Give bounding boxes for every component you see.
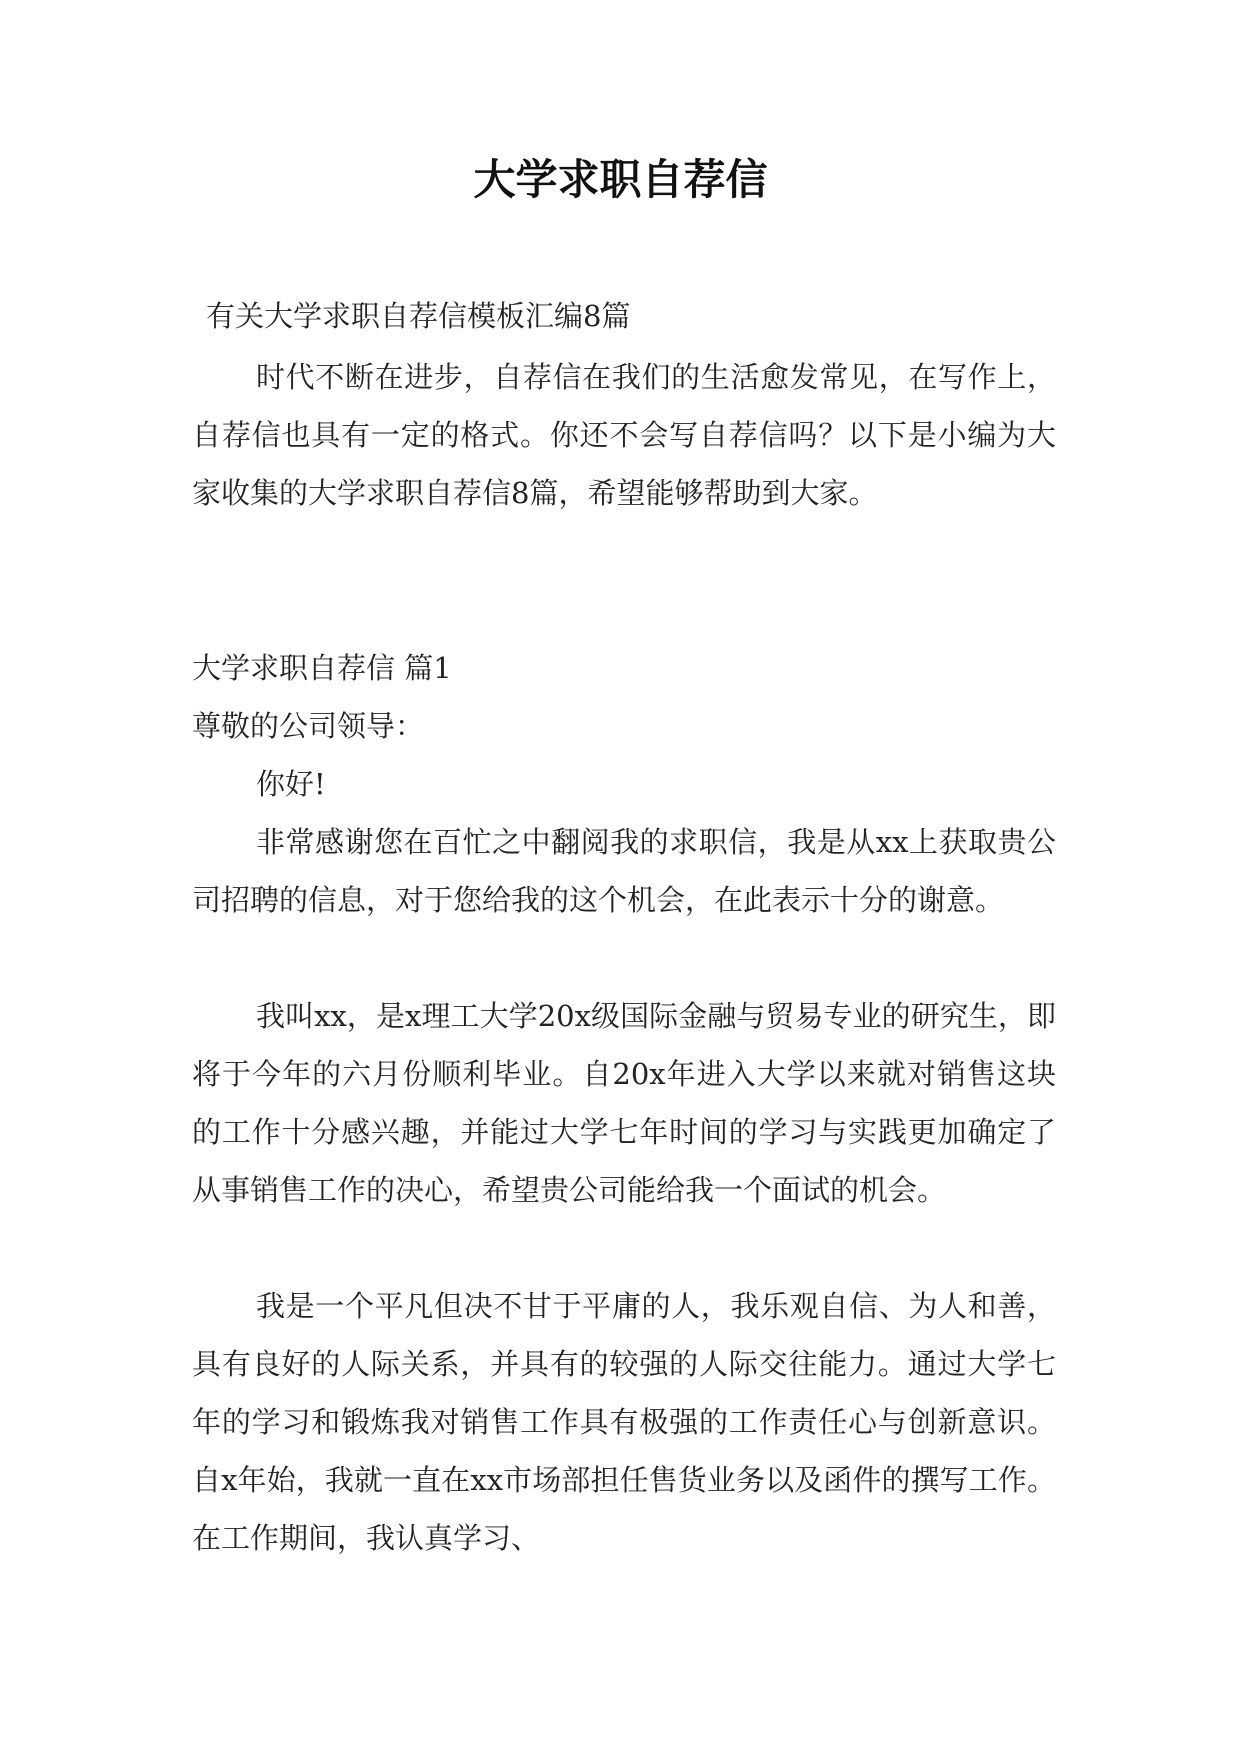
- document-subtitle: 有关大学求职自荐信模板汇编8篇: [206, 299, 631, 333]
- intro-paragraph: 时代不断在进步，自荐信在我们的生活愈发常见，在写作上，自荐信也具有一定的格式。你还不会写自荐信吗？以下是小编为大家收集的大学求职自荐信8篇，希望能够帮助到大家。: [192, 360, 1056, 510]
- letter-paragraph: 我是一个平凡但决不甘于平庸的人，我乐观自信、为人和善，具有良好的人际关系，并具有的较强的人际交往能力。通过大学七年的学习和锻炼我对销售工作具有极强的工作责任心与创新意识。自x年始，我就一直在xx市场部担任售货业务以及函件的撰写工作。在工作期间，我认真学习、: [192, 1289, 1056, 1555]
- section-heading: 大学求职自荐信 篇1: [192, 651, 452, 685]
- letter-paragraph: 非常感谢您在百忙之中翻阅我的求职信，我是从xx上获取贵公司招聘的信息，对于您给我的这个机会，在此表示十分的谢意。: [192, 825, 1056, 917]
- letter-paragraph: 我叫xx，是x理工大学20x级国际金融与贸易专业的研究生，即将于今年的六月份顺利毕业。自20x年进入大学以来就对销售这块的工作十分感兴趣，并能过大学七年时间的学习与实践更加确定了从事销售工作的决心，希望贵公司能给我一个面试的机会。: [192, 999, 1056, 1207]
- letter-greeting: 你好!: [256, 767, 326, 801]
- letter-salutation: 尊敬的公司领导：: [192, 709, 425, 743]
- document-title: 大学求职自荐信: [473, 155, 768, 204]
